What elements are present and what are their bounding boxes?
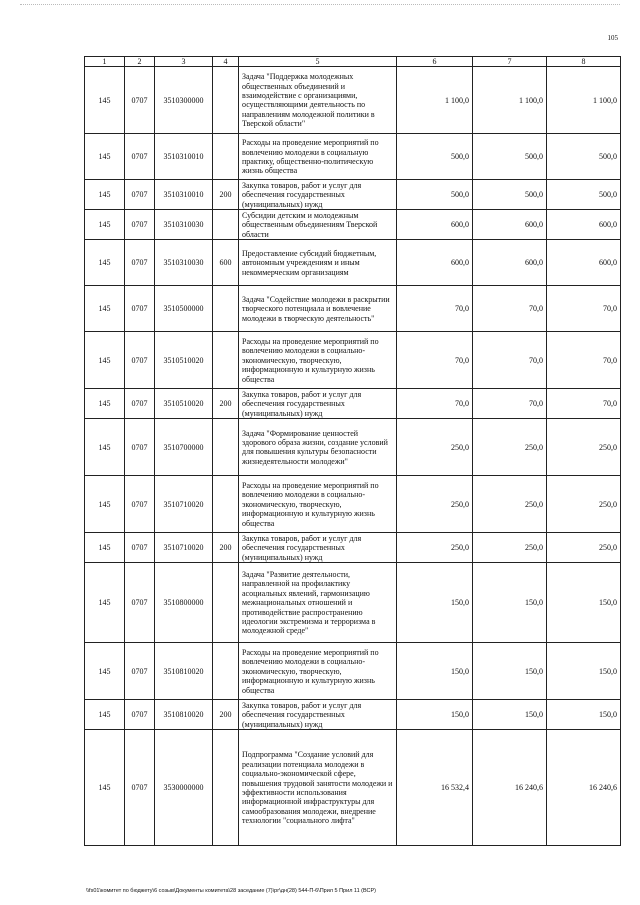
table-row — [85, 210, 621, 240]
col-header: 4 — [213, 57, 239, 67]
code-target-cell: 3530000000 — [155, 730, 213, 846]
table-row — [85, 476, 621, 533]
code-gl-cell: 145 — [85, 730, 125, 846]
col-header: 5 — [239, 57, 397, 67]
code-section-cell: 0707 — [125, 134, 155, 180]
code-section-cell: 0707 — [125, 730, 155, 846]
amount-year-3-cell: 150,0 — [547, 563, 621, 643]
amount-year-1-cell: 250,0 — [397, 419, 473, 476]
table-row — [85, 643, 621, 700]
description-cell: Предоставление субсидий бюджетным, автономным учреждениям и иным некоммерческим организациям — [239, 240, 397, 286]
amount-year-3-cell: 500,0 — [547, 134, 621, 180]
col-header: 8 — [547, 57, 621, 67]
amount-year-1-cell: 70,0 — [397, 389, 473, 419]
amount-year-2-cell: 500,0 — [473, 180, 547, 210]
table-row — [85, 533, 621, 563]
description-cell: Закупка товаров, работ и услуг для обеспечения государственных (муниципальных) нужд — [239, 180, 397, 210]
amount-year-1-cell: 600,0 — [397, 240, 473, 286]
amount-year-1-cell: 70,0 — [397, 332, 473, 389]
amount-year-2-cell: 250,0 — [473, 476, 547, 533]
code-target-cell: 3510700000 — [155, 419, 213, 476]
code-gl-cell: 145 — [85, 210, 125, 240]
code-target-cell: 3510800000 — [155, 563, 213, 643]
table-row — [85, 67, 621, 134]
col-header: 2 — [125, 57, 155, 67]
table-row — [85, 419, 621, 476]
col-header: 7 — [473, 57, 547, 67]
amount-year-3-cell: 250,0 — [547, 419, 621, 476]
table-row — [85, 332, 621, 389]
code-target-cell: 3510310030 — [155, 240, 213, 286]
code-expense-type-cell — [213, 134, 239, 180]
table-row — [85, 389, 621, 419]
amount-year-3-cell: 250,0 — [547, 476, 621, 533]
code-expense-type-cell — [213, 643, 239, 700]
amount-year-3-cell: 600,0 — [547, 240, 621, 286]
code-gl-cell: 145 — [85, 700, 125, 730]
amount-year-2-cell: 150,0 — [473, 563, 547, 643]
amount-year-2-cell: 600,0 — [473, 240, 547, 286]
amount-year-1-cell: 500,0 — [397, 180, 473, 210]
amount-year-1-cell: 150,0 — [397, 563, 473, 643]
amount-year-3-cell: 150,0 — [547, 700, 621, 730]
code-expense-type-cell — [213, 563, 239, 643]
budget-table — [84, 56, 621, 846]
code-section-cell: 0707 — [125, 180, 155, 210]
code-gl-cell: 145 — [85, 180, 125, 210]
scan-artifact-line — [20, 4, 620, 7]
description-cell: Субсидии детским и молодежным общественным объединениям Тверской области — [239, 210, 397, 240]
table-row — [85, 730, 621, 846]
amount-year-2-cell: 70,0 — [473, 389, 547, 419]
description-cell: Закупка товаров, работ и услуг для обеспечения государственных (муниципальных) нужд — [239, 700, 397, 730]
amount-year-3-cell: 16 240,6 — [547, 730, 621, 846]
code-expense-type-cell — [213, 67, 239, 134]
code-gl-cell: 145 — [85, 419, 125, 476]
code-section-cell: 0707 — [125, 332, 155, 389]
description-cell: Расходы на проведение мероприятий по вовлечению молодежи в социально-экономическую, творческую, информационную и культурную жизнь общества — [239, 643, 397, 700]
code-gl-cell: 145 — [85, 643, 125, 700]
code-expense-type-cell — [213, 210, 239, 240]
description-cell: Задача "Формирование ценностей здорового образа жизни, создание условий для повышения культуры безопасности жизнедеятельности молодежи" — [239, 419, 397, 476]
code-gl-cell: 145 — [85, 533, 125, 563]
code-target-cell: 3510300000 — [155, 67, 213, 134]
code-target-cell: 3510310030 — [155, 210, 213, 240]
amount-year-3-cell: 600,0 — [547, 210, 621, 240]
code-target-cell: 3510310010 — [155, 180, 213, 210]
amount-year-1-cell: 1 100,0 — [397, 67, 473, 134]
amount-year-2-cell: 250,0 — [473, 533, 547, 563]
description-cell: Расходы на проведение мероприятий по вовлечению молодежи в социально-экономическую, творческую, информационную и культурную жизнь общества — [239, 476, 397, 533]
code-target-cell: 3510500000 — [155, 286, 213, 332]
amount-year-2-cell: 16 240,6 — [473, 730, 547, 846]
code-section-cell: 0707 — [125, 700, 155, 730]
code-gl-cell: 145 — [85, 67, 125, 134]
amount-year-3-cell: 250,0 — [547, 533, 621, 563]
amount-year-2-cell: 600,0 — [473, 210, 547, 240]
amount-year-1-cell: 250,0 — [397, 476, 473, 533]
amount-year-1-cell: 16 532,4 — [397, 730, 473, 846]
amount-year-1-cell: 150,0 — [397, 643, 473, 700]
code-section-cell: 0707 — [125, 563, 155, 643]
code-gl-cell: 145 — [85, 134, 125, 180]
description-cell: Задача "Поддержка молодежных общественных объединений и взаимодействие с организациями, осуществляющими деятельность по направлениям молодежной политики в Тверской области" — [239, 67, 397, 134]
code-gl-cell: 145 — [85, 563, 125, 643]
amount-year-2-cell: 150,0 — [473, 700, 547, 730]
code-section-cell: 0707 — [125, 419, 155, 476]
code-target-cell: 3510310010 — [155, 134, 213, 180]
description-cell: Задача "Развитие деятельности, направленной на профилактику асоциальных явлений, гармонизацию межнациональных отношений и противодействие распространению идеологии экстремизма и терроризма в молодежной среде" — [239, 563, 397, 643]
amount-year-2-cell: 250,0 — [473, 419, 547, 476]
col-header: 6 — [397, 57, 473, 67]
code-gl-cell: 145 — [85, 389, 125, 419]
code-gl-cell: 145 — [85, 240, 125, 286]
amount-year-1-cell: 600,0 — [397, 210, 473, 240]
code-section-cell: 0707 — [125, 240, 155, 286]
amount-year-2-cell: 1 100,0 — [473, 67, 547, 134]
table-row — [85, 240, 621, 286]
code-section-cell: 0707 — [125, 286, 155, 332]
code-expense-type-cell: 200 — [213, 180, 239, 210]
code-expense-type-cell — [213, 332, 239, 389]
code-target-cell: 3510510020 — [155, 332, 213, 389]
table-row — [85, 180, 621, 210]
code-target-cell: 3510710020 — [155, 476, 213, 533]
code-gl-cell: 145 — [85, 476, 125, 533]
amount-year-1-cell: 500,0 — [397, 134, 473, 180]
amount-year-1-cell: 250,0 — [397, 533, 473, 563]
code-expense-type-cell — [213, 476, 239, 533]
code-expense-type-cell: 200 — [213, 389, 239, 419]
table-row — [85, 286, 621, 332]
code-section-cell: 0707 — [125, 533, 155, 563]
col-header: 1 — [85, 57, 125, 67]
amount-year-2-cell: 70,0 — [473, 286, 547, 332]
code-expense-type-cell: 600 — [213, 240, 239, 286]
code-target-cell: 3510810020 — [155, 643, 213, 700]
code-target-cell: 3510710020 — [155, 533, 213, 563]
amount-year-3-cell: 70,0 — [547, 286, 621, 332]
amount-year-3-cell: 70,0 — [547, 389, 621, 419]
code-expense-type-cell — [213, 286, 239, 332]
code-section-cell: 0707 — [125, 643, 155, 700]
amount-year-3-cell: 70,0 — [547, 332, 621, 389]
code-expense-type-cell — [213, 730, 239, 846]
amount-year-2-cell: 70,0 — [473, 332, 547, 389]
code-section-cell: 0707 — [125, 67, 155, 134]
code-section-cell: 0707 — [125, 389, 155, 419]
code-section-cell: 0707 — [125, 210, 155, 240]
amount-year-3-cell: 500,0 — [547, 180, 621, 210]
description-cell: Подпрограмма "Создание условий для реализации потенциала молодежи в социально-экономической сфере, повышения трудовой занятости молодежи и эффективности использования информационной инфраструктуры для самообразования молодежи, внедрение технологии "социального лифта" — [239, 730, 397, 846]
code-gl-cell: 145 — [85, 286, 125, 332]
table-row — [85, 134, 621, 180]
amount-year-3-cell: 1 100,0 — [547, 67, 621, 134]
header-row — [85, 57, 621, 67]
description-cell: Закупка товаров, работ и услуг для обеспечения государственных (муниципальных) нужд — [239, 389, 397, 419]
code-gl-cell: 145 — [85, 332, 125, 389]
table-row — [85, 700, 621, 730]
code-expense-type-cell — [213, 419, 239, 476]
description-cell: Задача "Содействие молодежи в раскрытии творческого потенциала и вовлечение молодежи в творческую деятельность" — [239, 286, 397, 332]
amount-year-3-cell: 150,0 — [547, 643, 621, 700]
code-target-cell: 3510510020 — [155, 389, 213, 419]
file-path-footer: \\fs01\комитет по бюджету\6 созыв\Документы комитета\28 заседание (7)\рг\дн(28) 544-П-6\Прил 5 Прил 11 (ВСР) — [86, 888, 376, 894]
table-row — [85, 563, 621, 643]
code-section-cell: 0707 — [125, 476, 155, 533]
code-target-cell: 3510810020 — [155, 700, 213, 730]
code-expense-type-cell: 200 — [213, 700, 239, 730]
description-cell: Расходы на проведение мероприятий по вовлечению молодежи в социальную практику, общественно-политическую жизнь общества — [239, 134, 397, 180]
amount-year-1-cell: 150,0 — [397, 700, 473, 730]
code-expense-type-cell: 200 — [213, 533, 239, 563]
amount-year-2-cell: 150,0 — [473, 643, 547, 700]
col-header: 3 — [155, 57, 213, 67]
page-number: 105 — [607, 34, 618, 42]
description-cell: Расходы на проведение мероприятий по вовлечению молодежи в социально-экономическую, творческую, информационную и культурную жизнь общества — [239, 332, 397, 389]
description-cell: Закупка товаров, работ и услуг для обеспечения государственных (муниципальных) нужд — [239, 533, 397, 563]
amount-year-2-cell: 500,0 — [473, 134, 547, 180]
amount-year-1-cell: 70,0 — [397, 286, 473, 332]
